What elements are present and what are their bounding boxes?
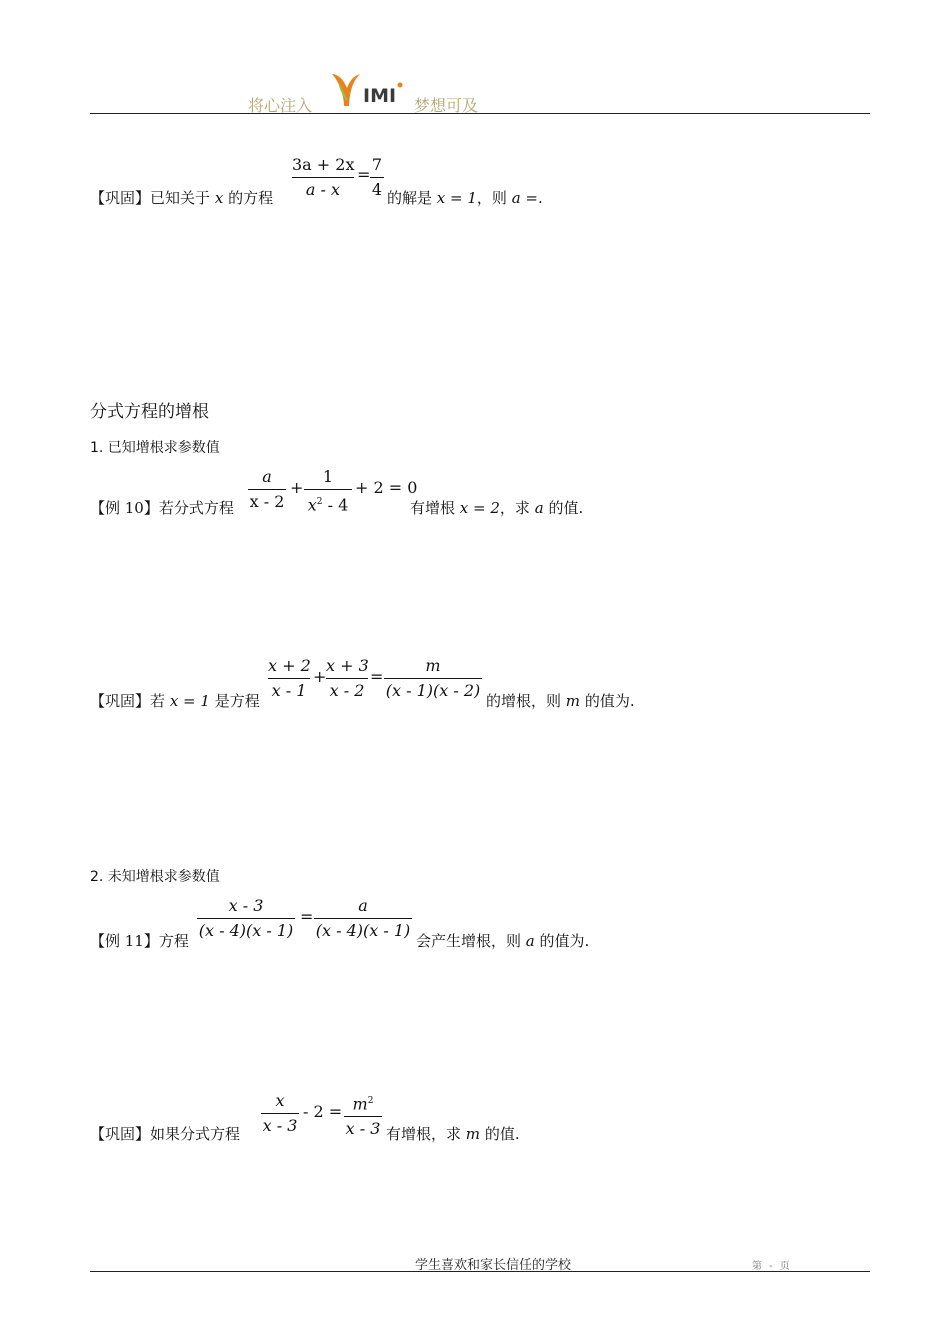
- numerator: x - 3: [228, 896, 264, 915]
- text: ，则: [476, 189, 507, 207]
- denominator: [304, 491, 352, 516]
- gonggu2-lead: [90, 690, 260, 711]
- svg-text:IMI: IMI: [363, 85, 397, 107]
- footer-school: 学生喜欢和家长信任的学校: [415, 1258, 572, 1273]
- math-expr: - 2 =: [303, 1102, 343, 1121]
- gonggu1-tail: [387, 187, 543, 208]
- denominator: (x - 4)(x - 1): [315, 921, 411, 940]
- denominator: 4: [371, 180, 383, 199]
- subsection-title: 2. 未知增根求参数值: [90, 869, 220, 885]
- denominator: a - x: [305, 180, 341, 199]
- math-expr: a =: [511, 189, 538, 207]
- math-var: m: [465, 1125, 481, 1143]
- gonggu3-tail: [386, 1123, 520, 1144]
- fraction: [261, 1090, 299, 1137]
- equals-sign: =: [370, 667, 384, 686]
- text: 如果分式方程: [150, 1125, 241, 1143]
- text: 的值为.: [539, 932, 590, 950]
- header-slogan-right: 梦想可及: [414, 96, 479, 115]
- fraction: [197, 895, 295, 942]
- problem-tag: 【巩固】: [90, 1125, 151, 1143]
- header-rule: [90, 113, 870, 114]
- gonggu2-tail: [486, 690, 635, 711]
- text: 若: [150, 692, 166, 710]
- numerator: 1: [322, 467, 334, 486]
- text: 的方程: [228, 189, 274, 207]
- denominator: (x - 4)(x - 1): [198, 921, 294, 940]
- exponent: 2: [367, 1096, 374, 1106]
- fraction: [248, 466, 286, 513]
- plus-sign: +: [313, 667, 327, 686]
- math-expr: x = 2: [459, 499, 500, 517]
- equals-sign: =: [300, 907, 314, 926]
- numerator: m: [425, 656, 441, 675]
- numerator: x + 3: [326, 656, 369, 675]
- numerator: a: [358, 896, 368, 915]
- numerator: 3a + 2x: [292, 155, 355, 174]
- math-var: x: [307, 495, 317, 515]
- text: 已知关于: [150, 189, 211, 207]
- problem-tag: 【巩固】: [90, 692, 151, 710]
- page-number: 第 - 页: [752, 1261, 792, 1272]
- text: .: [537, 189, 543, 207]
- fraction: [344, 1090, 382, 1140]
- li10-lead: [90, 497, 234, 518]
- math-var: a: [534, 499, 544, 517]
- li11-lead: [90, 930, 189, 951]
- math-expr: + 2 = 0: [355, 478, 418, 497]
- fraction: [326, 655, 368, 702]
- text: 有增根: [410, 499, 456, 517]
- subsection-title: 1. 已知增根求参数值: [90, 440, 220, 456]
- text: 的增根，则: [486, 692, 562, 710]
- problem-tag: 【例 11】: [90, 932, 159, 950]
- denominator: x - 2: [329, 681, 365, 700]
- exponent: 2: [316, 497, 323, 507]
- math-var: a: [525, 932, 535, 950]
- denominator: x - 1: [271, 681, 307, 700]
- li10-tail: [410, 497, 583, 518]
- denominator: x - 2: [249, 492, 285, 511]
- numerator: x + 2: [268, 656, 311, 675]
- text: 的值.: [548, 499, 584, 517]
- text: 是方程: [214, 692, 260, 710]
- fraction: [370, 154, 384, 201]
- yimi-logo: [330, 70, 406, 110]
- text: 有增根，求: [386, 1125, 462, 1143]
- text: - 4: [322, 495, 349, 515]
- numerator: a: [262, 467, 272, 486]
- numerator: x: [275, 1091, 285, 1110]
- footer-rule: [90, 1271, 870, 1272]
- text: 的值.: [484, 1125, 520, 1143]
- text: ，求: [499, 499, 530, 517]
- fraction: [314, 895, 412, 942]
- math-expr: x = 1: [436, 189, 477, 207]
- fraction: [292, 154, 354, 201]
- gonggu3-lead: [90, 1123, 240, 1144]
- text: 会产生增根，则: [416, 932, 522, 950]
- math-expr: x = 1: [169, 692, 210, 710]
- denominator: x - 3: [345, 1119, 381, 1139]
- header-slogan-left: 将心注入: [248, 96, 313, 115]
- numerator: 7: [371, 155, 383, 174]
- denominator: x - 3: [262, 1116, 298, 1135]
- text: 的解是: [387, 189, 433, 207]
- fraction: [304, 466, 352, 516]
- math-var: m: [565, 692, 581, 710]
- fraction: [268, 655, 310, 702]
- text: 若分式方程: [158, 499, 234, 517]
- problem-tag: 【例 10】: [90, 499, 159, 517]
- numerator: [344, 1090, 382, 1115]
- denominator: (x - 1)(x - 2): [385, 681, 481, 700]
- problem-tag: 【巩固】: [90, 189, 151, 207]
- text: 的值为.: [584, 692, 635, 710]
- plus-sign: +: [290, 478, 304, 497]
- equals-sign: =: [357, 165, 371, 184]
- section-title: 分式方程的增根: [90, 402, 209, 422]
- text: 方程: [158, 932, 189, 950]
- gonggu1-line: [90, 187, 273, 208]
- fraction: [384, 655, 482, 702]
- math-var: m: [352, 1094, 368, 1114]
- li11-tail: [416, 930, 589, 951]
- math-var: x: [214, 189, 224, 207]
